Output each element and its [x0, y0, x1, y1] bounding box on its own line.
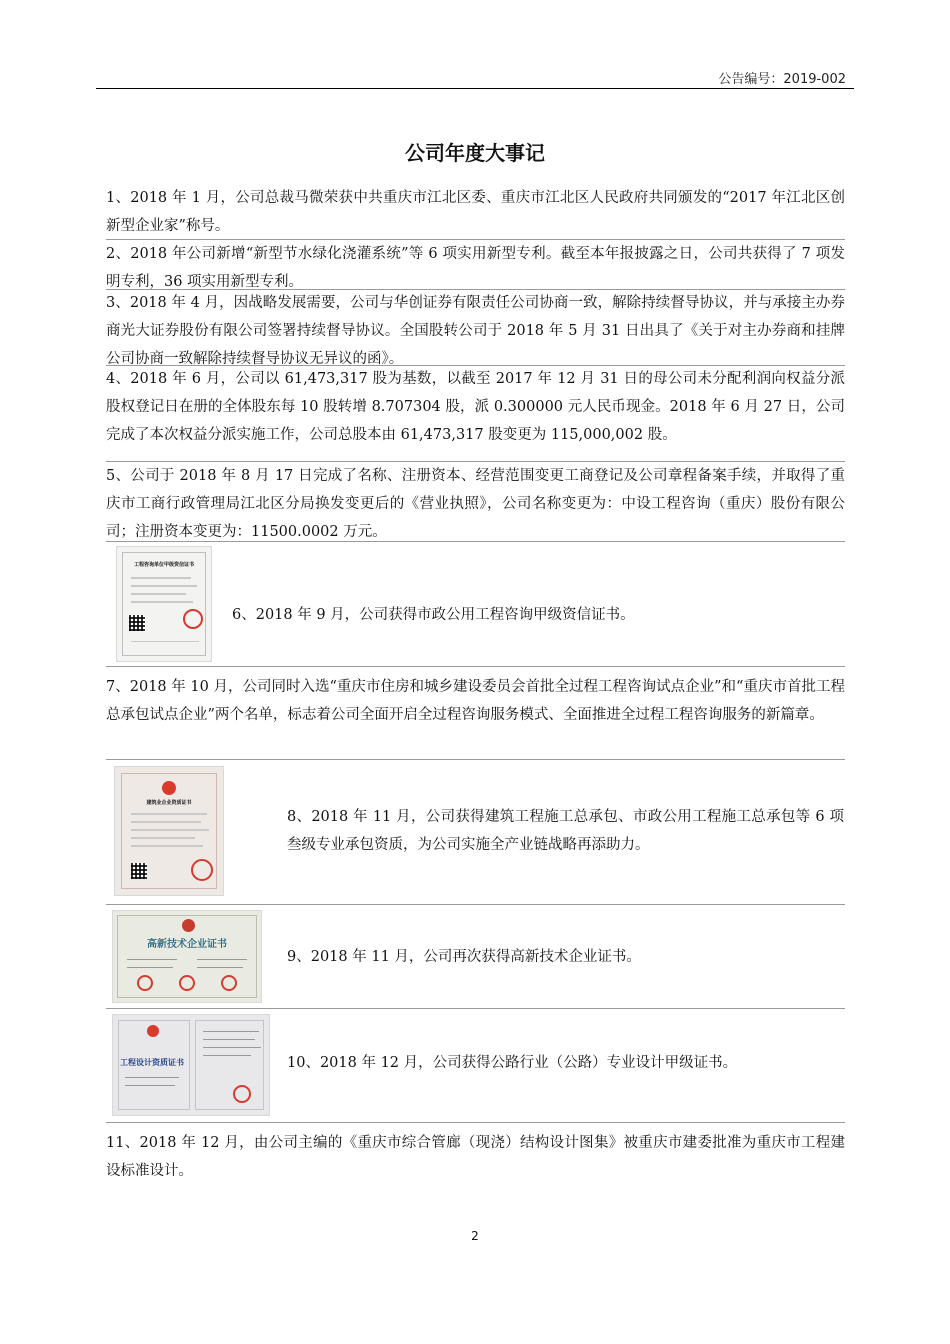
event-7: 7、2018 年 10 月，公司同时入选“重庆市住房和城乡建设委员会首批全过程工程咨询试点企业”和“重庆市首批工程总承包试点企业”两个名单，标志着公司全面开启全过程咨询服务模式、全面推进全过程工程咨询服务的新篇章。	[106, 679, 845, 723]
consulting-certificate-image: 工程咨询单位甲级资信证书	[116, 546, 212, 662]
event-5: 5、公司于 2018 年 8 月 17 日完成了名称、注册资本、经营范围变更工商登记及公司章程备案手续，并取得了重庆市工商行政管理局江北区分局换发变更后的《营业执照》，公司名称变更为：中设工程咨询（重庆）股份有限公司；注册资本变更为：11500.0002 万元。	[106, 468, 845, 540]
construction-certificate-image: 建筑业企业资质证书	[114, 766, 224, 896]
divider	[106, 904, 845, 905]
event-11: 11、2018 年 12 月，由公司主编的《重庆市综合管廊（现浇）结构设计图集》被重庆市建委批准为重庆市工程建设标准设计。	[106, 1135, 845, 1179]
event-8: 8、2018 年 11 月，公司获得建筑工程施工总承包、市政公用工程施工总承包等 6 项叁级专业承包资质，为公司实施全产业链战略再添助力。	[287, 809, 844, 853]
design-certificate-image: 工程设计资质证书	[112, 1014, 270, 1116]
event-1: 1、2018 年 1 月，公司总裁马微荣获中共重庆市江北区委、重庆市江北区人民政府共同颁发的“2017 年江北区创新型企业家”称号。	[106, 190, 845, 234]
event-9: 9、2018 年 11 月，公司再次获得高新技术企业证书。	[287, 949, 641, 965]
event-3: 3、2018 年 4 月，因战略发展需要，公司与华创证券有限责任公司协商一致，解除持续督导协议，并与承接主办券商光大证券股份有限公司签署持续督导协议。全国股转公司于 2018 年 5 月 31 日出具了《关于对主办券商和挂牌公司协商一致解除持续督导协议无异议的函》。	[106, 295, 845, 367]
event-2: 2、2018 年公司新增“新型节水绿化浇灌系统”等 6 项实用新型专利。截至本年报披露之日，公司共获得了 7 项发明专利，36 项实用新型专利。	[106, 246, 845, 290]
divider	[106, 759, 845, 760]
event-10: 10、2018 年 12 月，公司获得公路行业（公路）专业设计甲级证书。	[287, 1055, 738, 1071]
announcement-number: 公告编号：2019-002	[718, 72, 846, 87]
hightech-certificate-image: 高新技术企业证书	[112, 910, 262, 1003]
divider	[106, 1008, 845, 1009]
page-title: 公司年度大事记	[405, 141, 545, 165]
event-6: 6、2018 年 9 月，公司获得市政公用工程咨询甲级资信证书。	[232, 607, 635, 623]
page-number: 2	[471, 1229, 479, 1243]
divider	[106, 1122, 845, 1123]
divider	[106, 666, 845, 667]
header-divider	[96, 88, 854, 89]
divider	[106, 541, 845, 542]
event-4: 4、2018 年 6 月，公司以 61,473,317 股为基数，以截至 2017 年 12 月 31 日的母公司未分配利润向权益分派股权登记日在册的全体股东每 10 股转增 8.707304 股，派 0.300000 元人民币现金。2018 年 6 月 27 日，公司完成了本次权益分派实施工作，公司总股本由 61,473,317 股变更为 115,000,002 股。	[106, 371, 845, 443]
